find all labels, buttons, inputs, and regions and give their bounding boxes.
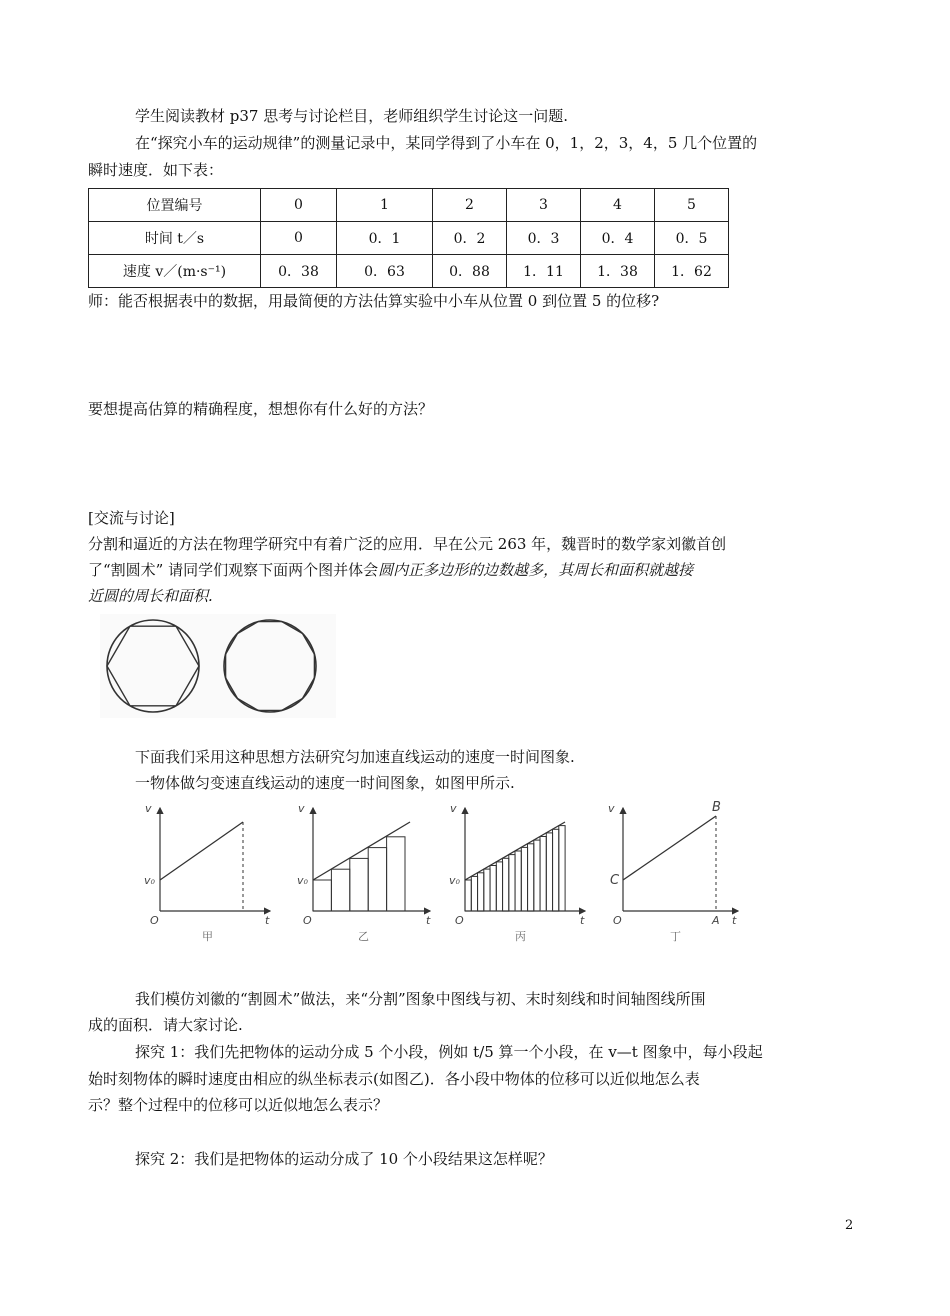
table-cell: 1．62	[655, 255, 729, 288]
intro-line-3: 瞬时速度．如下表：	[88, 161, 224, 179]
table-cell: 速度 v／(m·s⁻¹)	[89, 255, 261, 288]
riemann-bar	[553, 829, 559, 911]
inscribed-polygons-figure	[100, 614, 336, 718]
riemann-bar	[559, 826, 565, 911]
riemann-bar	[515, 851, 521, 911]
section-title: [交流与讨论]	[88, 509, 175, 527]
table-cell: 1．38	[581, 255, 655, 288]
vt-graphs-figure	[140, 800, 760, 950]
table-cell: 1	[337, 189, 433, 222]
graph-jia	[144, 802, 270, 943]
axis-v-label: v	[145, 802, 152, 815]
riemann-bar	[350, 858, 368, 911]
axis-v-label: v	[450, 802, 457, 815]
axis-v-label: v	[298, 802, 305, 815]
riemann-bar	[521, 847, 527, 911]
intro-line-1: 学生阅读教材 p37 思考与讨论栏目，老师组织学生讨论这一问题.	[135, 107, 568, 125]
axis-t-label: t	[265, 914, 270, 927]
riemann-bar	[546, 833, 552, 911]
velocity-table	[88, 188, 729, 288]
exchange-line-2	[88, 558, 693, 582]
teacher-question: 师：能否根据表中的数据，用最简便的方法估算实验中小车从位置 0 到位置 5 的位移?	[88, 292, 660, 310]
v0-label: v₀	[144, 874, 155, 887]
method-line-1: 下面我们采用这种思想方法研究匀加速直线运动的速度一时间图象.	[135, 748, 575, 766]
caption-ding: 丁	[670, 930, 681, 943]
table-cell: 0	[261, 222, 337, 255]
table-cell: 0	[261, 189, 337, 222]
riemann-bar	[503, 858, 509, 911]
riemann-bar	[313, 880, 331, 911]
riemann-bar	[509, 855, 515, 911]
riemann-bar	[540, 837, 546, 912]
axis-t-label: t	[426, 914, 431, 927]
origin-label: O	[455, 914, 464, 927]
table-row-position	[89, 189, 729, 222]
explore-1-line-1: 探究 1：我们先把物体的运动分成 5 个小段，例如 t/5 算一个小段，在 v—t 图象中，每小段起	[135, 1043, 763, 1061]
table-cell: 4	[581, 189, 655, 222]
exchange-line-3: 近圆的周长和面积.	[88, 587, 213, 605]
graph-bing	[449, 802, 585, 943]
point-b-label: B	[712, 800, 721, 815]
velocity-line	[623, 816, 716, 880]
table-cell: 0．38	[261, 255, 337, 288]
riemann-bars-5	[313, 837, 405, 911]
riemann-bars-many	[465, 826, 565, 912]
riemann-bar	[387, 837, 405, 911]
improve-question: 要想提高估算的精确程度，想想你有什么好的方法？	[88, 400, 434, 418]
point-c-label: C	[610, 873, 620, 888]
riemann-bar	[490, 866, 496, 912]
explore-1-line-2: 始时刻物体的瞬时速度由相应的纵坐标表示(如图乙)．各小段中物体的位移可以近似地怎么表	[88, 1070, 700, 1088]
table-row-time	[89, 222, 729, 255]
page-number: 2	[845, 1218, 854, 1233]
table-cell: 0．3	[507, 222, 581, 255]
table-cell: 0．88	[433, 255, 507, 288]
riemann-bar	[534, 840, 540, 911]
table-cell: 0．2	[433, 222, 507, 255]
velocity-line	[160, 822, 243, 880]
exchange-line-2-normal: 了“割圆术” 请同学们观察下面两个图并体会	[88, 561, 379, 579]
table-cell: 2	[433, 189, 507, 222]
caption-yi: 乙	[358, 930, 369, 943]
table-cell: 0．1	[337, 222, 433, 255]
riemann-bar	[331, 869, 349, 911]
origin-label: O	[613, 914, 622, 927]
axis-t-label: t	[732, 914, 737, 927]
method-line-2: 一物体做匀变速直线运动的速度一时间图象，如图甲所示.	[135, 774, 515, 792]
point-a-label: A	[712, 914, 720, 927]
riemann-bar	[496, 862, 502, 911]
caption-jia: 甲	[202, 930, 213, 943]
table-cell: 5	[655, 189, 729, 222]
discussion-line-1: 我们模仿刘徽的“割圆术”做法，来“分割”图象中图线与初、末时刻线和时间轴图线所围	[135, 990, 706, 1008]
table-cell: 1．11	[507, 255, 581, 288]
discussion-line-2: 成的面积．请大家讨论.	[88, 1016, 243, 1034]
table-row-velocity	[89, 255, 729, 288]
graph-ding	[608, 800, 738, 943]
riemann-bar	[484, 869, 490, 911]
exchange-line-1: 分割和逼近的方法在物理学研究中有着广泛的应用．早在公元 263 年，魏晋时的数学家刘徽首创	[88, 535, 727, 553]
v0-label: v₀	[449, 874, 460, 887]
graph-yi	[297, 802, 431, 943]
riemann-bar	[471, 876, 477, 911]
exchange-line-2-italic: 圆内正多边形的边数越多，其周长和面积就越接	[378, 561, 694, 579]
table-cell: 时间 t／s	[89, 222, 261, 255]
origin-label: O	[150, 914, 159, 927]
riemann-bar	[478, 873, 484, 911]
origin-label: O	[303, 914, 312, 927]
riemann-bar	[465, 880, 471, 911]
riemann-bar	[528, 844, 534, 911]
table-cell: 0．4	[581, 222, 655, 255]
explore-2: 探究 2：我们是把物体的运动分成了 10 个小段结果这怎样呢？	[135, 1150, 553, 1168]
table-cell: 0．63	[337, 255, 433, 288]
explore-1-line-3: 示？整个过程中的位移可以近似地怎么表示？	[88, 1096, 389, 1114]
table-cell: 3	[507, 189, 581, 222]
velocity-line	[313, 822, 410, 880]
caption-bing: 丙	[515, 930, 526, 943]
table-cell: 位置编号	[89, 189, 261, 222]
intro-line-2: 在“探究小车的运动规律”的测量记录中，某同学得到了小车在 0，1，2，3，4，5 几个位置的	[135, 134, 758, 152]
v0-label: v₀	[297, 874, 308, 887]
riemann-bar	[368, 848, 386, 911]
axis-v-label: v	[608, 802, 615, 815]
axis-t-label: t	[580, 914, 585, 927]
table-cell: 0．5	[655, 222, 729, 255]
